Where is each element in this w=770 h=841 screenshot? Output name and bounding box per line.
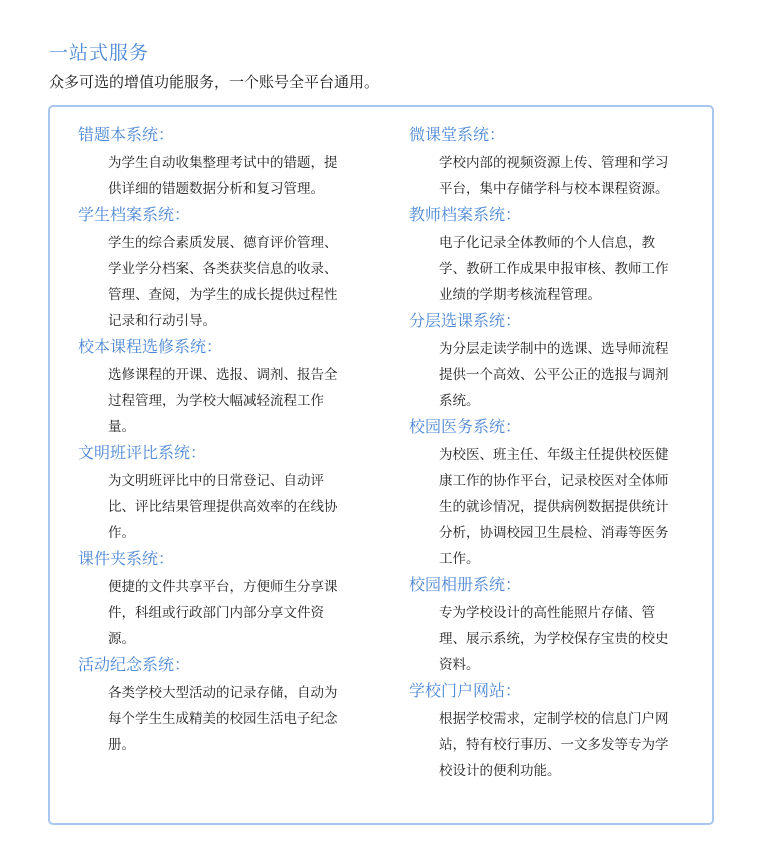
- service-title: 错题本系统：: [78, 125, 175, 144]
- service-item: [78, 548, 378, 652]
- service-title: 课件夹系统：: [78, 549, 175, 568]
- service-title: 校本课程选修系统：: [78, 337, 223, 356]
- service-item: [78, 336, 378, 440]
- services-column-left: [78, 124, 378, 760]
- service-title: 学校门户网站：: [409, 681, 522, 700]
- service-item: [409, 204, 709, 308]
- service-title: 校园医务系统：: [409, 417, 522, 436]
- service-item: [409, 124, 709, 202]
- service-description: 为学生自动收集整理考试中的错题，提供详细的错题数据分析和复习管理。: [108, 155, 338, 197]
- service-item: [409, 310, 709, 414]
- service-description: 专为学校设计的高性能照片存储、管理、展示系统，为学校保存宝贵的校史资料。: [439, 605, 669, 673]
- service-item: [78, 654, 378, 758]
- service-item: [409, 680, 709, 784]
- service-item: [78, 124, 378, 202]
- service-description: 为文明班评比中的日常登记、自动评比、评比结果管理提供高效率的在线协作。: [108, 473, 338, 541]
- service-title: 校园相册系统：: [409, 575, 522, 594]
- service-description: 根据学校需求，定制学校的信息门户网站，特有校行事历、一文多发等专为学校设计的便利功能。: [439, 711, 669, 779]
- service-description: 便捷的文件共享平台，方便师生分享课件，科组或行政部门内部分享文件资源。: [108, 579, 338, 647]
- service-description: 学生的综合素质发展、德育评价管理、学业学分档案、各类获奖信息的收录、管理、查阅，为学生的成长提供过程性记录和行动引导。: [108, 235, 338, 329]
- service-item: [78, 204, 378, 334]
- service-description: 选修课程的开课、选报、调剂、报告全过程管理，为学校大幅减轻流程工作量。: [108, 367, 338, 435]
- service-description: 学校内部的视频资源上传、管理和学习平台，集中存储学科与校本课程资源。: [439, 155, 669, 197]
- services-column-right: [409, 124, 709, 786]
- service-description: 电子化记录全体教师的个人信息，教学、教研工作成果申报审核、教师工作业绩的学期考核流程管理。: [439, 235, 669, 303]
- service-title: 文明班评比系统：: [78, 443, 207, 462]
- page-subtitle: 众多可选的增值功能服务，一个账号全平台通用。: [49, 73, 380, 91]
- service-title: 教师档案系统：: [409, 205, 522, 224]
- service-title: 活动纪念系统：: [78, 655, 191, 674]
- service-title: 分层选课系统：: [409, 311, 522, 330]
- service-description: 为校医、班主任、年级主任提供校医健康工作的协作平台，记录校医对全体师生的就诊情况，提供病例数据提供统计分析，协调校园卫生晨检、消毒等医务工作。: [439, 447, 669, 567]
- service-item: [409, 574, 709, 678]
- service-title: 微课堂系统：: [409, 125, 506, 144]
- service-item: [409, 416, 709, 572]
- service-item: [78, 442, 378, 546]
- service-title: 学生档案系统：: [78, 205, 191, 224]
- page-title: 一站式服务: [49, 42, 150, 64]
- service-description: 各类学校大型活动的记录存储，自动为每个学生生成精美的校园生活电子纪念册。: [108, 685, 338, 753]
- service-description: 为分层走读学制中的选课、选导师流程提供一个高效、公平公正的选报与调剂系统。: [439, 341, 669, 409]
